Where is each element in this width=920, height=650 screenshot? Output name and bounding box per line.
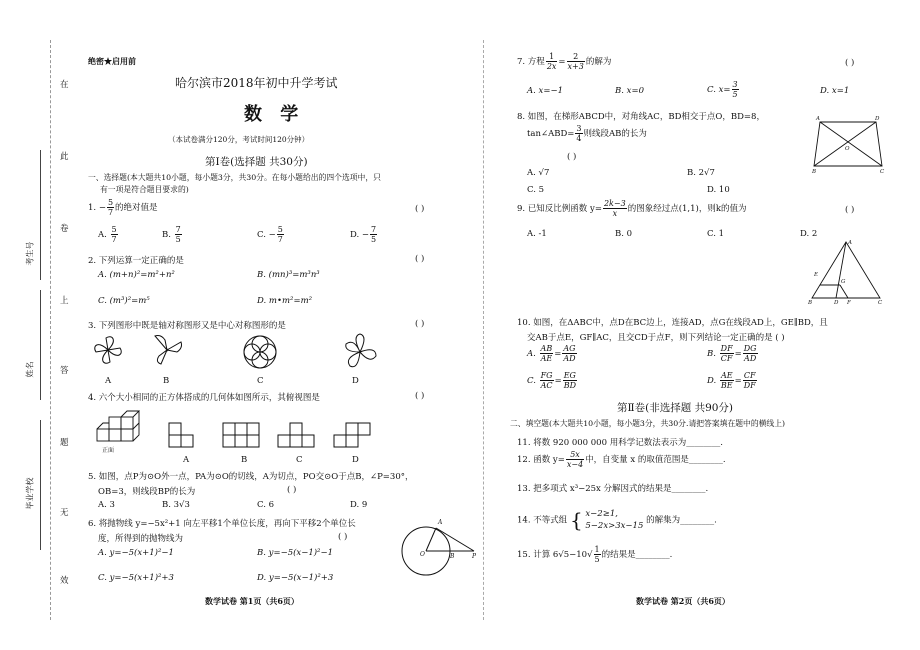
question-6-cont: 度，所得到的抛物线为: [98, 534, 184, 544]
figure-label: A: [183, 455, 190, 465]
question-11: 11. 将数 920 000 000 用科学记数法表示为________.: [517, 438, 723, 448]
exam-note: （本试卷满分120分，考试时间120分钟）: [168, 135, 310, 144]
option-c[interactable]: C. 1: [707, 229, 725, 239]
exam-title: 哈尔滨市2018年初中升学考试: [175, 76, 338, 90]
page-footer: 数学试卷 第1页（共6页）: [205, 596, 299, 606]
question-8: 8. 如图，在梯形ABCD中，对角线AC，BD相交于点O，BD=8，: [517, 112, 765, 122]
question-5-cont: OB=3，则线段BP的长为: [98, 487, 196, 497]
option-a[interactable]: A. $\frac{5}{7}$: [98, 225, 117, 244]
svg-text:O: O: [845, 146, 850, 152]
instruction: 有一项是符合题目要求的): [100, 185, 189, 194]
option-c[interactable]: C. y=−5(x+1)²+3: [98, 573, 174, 583]
option-b[interactable]: B. (mn)³=m³n³: [257, 270, 320, 280]
option-d[interactable]: D. − $\frac{7}{5}$: [350, 225, 377, 244]
svg-text:D: D: [834, 300, 839, 306]
option-d[interactable]: D. m•m²=m²: [257, 296, 313, 306]
option-c[interactable]: C. 5: [527, 185, 545, 195]
figure-circles: [238, 330, 282, 374]
option-c[interactable]: C. − $\frac{5}{7}$: [257, 225, 283, 244]
question-12: 12. 函数 y= $\frac{5x}{x-4}$ 中，自变量 x 的取值范围是________.: [517, 450, 726, 469]
option-d[interactable]: D. x=1: [820, 86, 850, 96]
svg-text:C: C: [880, 169, 885, 175]
answer-paren: ( ): [845, 58, 855, 68]
figure-label: D: [352, 376, 359, 386]
figure-label: D: [352, 455, 359, 465]
figure-circle-tangent: [396, 515, 478, 577]
question-15: 15. 计算 6√5−10√ $\frac{1}{5}$ 的结果是________.: [517, 545, 673, 564]
name-label: 姓名: [25, 361, 35, 378]
subject-title: 数 学: [244, 104, 305, 125]
figure-fan: [147, 330, 187, 370]
option-c[interactable]: C. x= $\frac{3}{5}$: [707, 80, 738, 99]
binding-char: 无: [60, 508, 69, 518]
option-c[interactable]: C. $\frac{FG}{AC}$ = $\frac{EG}{BD}$: [527, 371, 576, 390]
question-13: 13. 把多项式 x³−25x 分解因式的结果是________.: [517, 484, 709, 494]
svg-text:P: P: [472, 553, 477, 560]
part1-heading: 第Ⅰ卷(选择题 共30分): [205, 156, 308, 168]
svg-text:A: A: [438, 519, 443, 526]
instruction: 一、选择题(本大题共10小题，每小题3分，共30分。在每小题给出的四个选项中，只: [88, 173, 381, 182]
topview-b: [222, 422, 262, 452]
answer-paren: ( ): [845, 205, 855, 215]
option-a[interactable]: A. x=−1: [527, 86, 563, 96]
school-label: 毕业学校: [25, 477, 35, 510]
binding-char: 效: [60, 576, 69, 586]
question-2: 2. 下列运算一定正确的是: [88, 256, 184, 266]
question-1: 1. − $\frac{5}{7}$ 的绝对值是: [88, 198, 158, 217]
binding-char: 题: [60, 438, 69, 448]
question-4: 4. 六个大小相同的正方体搭成的几何体如图所示，其俯视图是: [88, 393, 320, 403]
exam-number-label: 考生号: [25, 241, 35, 266]
svg-text:B: B: [808, 300, 813, 306]
option-d[interactable]: D. $\frac{AE}{BE}$ = $\frac{CF}{DF}$: [707, 371, 756, 390]
answer-paren: ( ): [287, 485, 297, 495]
binding-char: 在: [60, 80, 69, 90]
svg-text:A: A: [848, 240, 852, 246]
question-8-cont: tan∠ABD= $\frac{3}{4}$ 则线段AB的长为: [527, 124, 647, 143]
figure-pinwheel: [88, 330, 128, 370]
question-5: 5. 如图，点P为⊙O外一点，PA为⊙O的切线，A为切点，PO交⊙O于点B，∠P=30°，: [88, 472, 414, 482]
figure-label: A: [105, 376, 112, 386]
question-text: 的绝对值是: [115, 203, 158, 213]
option-b[interactable]: B. 0: [615, 229, 633, 239]
option-c[interactable]: C. (m³)²=m⁵: [98, 296, 150, 306]
blank-line[interactable]: [40, 290, 41, 400]
part2-heading: 第Ⅱ卷(非选择题 共90分): [617, 402, 734, 414]
svg-text:F: F: [847, 300, 851, 306]
option-b[interactable]: B. y=−5(x−1)²−1: [257, 548, 333, 558]
question-10: 10. 如图，在ΔABC中，点D在BC边上，连接AD，点G在线段AD上，GE∥BD，且: [517, 318, 828, 328]
answer-paren: ( ): [415, 204, 425, 214]
answer-paren: ( ): [415, 254, 425, 264]
figure-label: C: [257, 376, 264, 386]
option-d[interactable]: D. 9: [350, 500, 368, 510]
option-a[interactable]: A. (m+n)²=m²+n²: [98, 270, 175, 280]
svg-text:B: B: [812, 169, 817, 175]
binding-char: 卷: [60, 224, 69, 234]
topview-d: [333, 422, 373, 452]
question-number: 1.: [88, 203, 97, 213]
answer-paren: ( ): [415, 319, 425, 329]
figure-trapezoid: [812, 112, 886, 174]
binding-char: 此: [60, 152, 69, 162]
option-a[interactable]: A. $\frac{AB}{AE}$ = $\frac{AG}{AD}$: [527, 344, 576, 363]
blank-line[interactable]: [40, 150, 41, 280]
option-a[interactable]: A. y=−5(x+1)²−1: [98, 548, 174, 558]
binding-char: 上: [60, 296, 69, 306]
option-d[interactable]: D. y=−5(x−1)²+3: [257, 573, 334, 583]
option-d[interactable]: D. 10: [707, 185, 730, 195]
option-a[interactable]: A. 3: [98, 500, 115, 510]
option-b[interactable]: B. 2√7: [687, 168, 715, 178]
answer-paren: ( ): [567, 152, 577, 162]
question-3: 3. 下列图形中既是轴对称图形又是中心对称图形的是: [88, 321, 286, 331]
svg-text:G: G: [841, 279, 846, 285]
instruction: 二、填空题(本大题共10小题，每小题3分，共30分.请把答案填在题中的横线上): [510, 419, 786, 428]
option-b[interactable]: B. 3√3: [162, 500, 190, 510]
figure-label: B: [163, 376, 170, 386]
figure-triangle: [808, 238, 884, 304]
figure-cubes: [95, 407, 147, 447]
option-a[interactable]: A. -1: [527, 229, 547, 239]
secret-mark: 绝密★启用前: [88, 56, 136, 66]
svg-text:D: D: [875, 116, 880, 122]
binding-char: 答: [60, 366, 69, 376]
option-a[interactable]: A. √7: [527, 168, 550, 178]
question-7: 7. 方程 $\frac{1}{2x}$ = $\frac{2}{x+3}$ 的解为: [517, 52, 612, 71]
svg-text:E: E: [814, 272, 819, 278]
figure-label: C: [296, 455, 303, 465]
option-b[interactable]: B. $\frac{DF}{CF}$ = $\frac{DG}{AD}$: [707, 344, 757, 363]
front-label: 正面: [102, 447, 115, 454]
topview-c: [277, 422, 317, 452]
blank-line[interactable]: [40, 420, 41, 550]
page-divider: [483, 40, 484, 620]
svg-text:A: A: [816, 116, 820, 122]
page-footer: 数学试卷 第2页（共6页）: [636, 596, 730, 606]
question-10-cont: 交AB于点E，GF∥AC，且交CD于点F，则下列结论一定正确的是 ( ): [527, 333, 785, 343]
option-b[interactable]: B. x=0: [615, 86, 644, 96]
svg-text:B: B: [450, 553, 455, 560]
option-c[interactable]: C. 6: [257, 500, 275, 510]
figure-flower: [338, 330, 382, 374]
option-b[interactable]: B. $\frac{7}{5}$: [162, 225, 181, 244]
question-9: 9. 已知反比例函数 y= $\frac{2k-3}{x}$ 的图象经过点(1,1)，则k的值为: [517, 199, 747, 218]
figure-label: B: [241, 455, 248, 465]
binding-line: [50, 40, 51, 620]
svg-text:C: C: [878, 300, 883, 306]
option-d[interactable]: D. 2: [800, 229, 818, 239]
answer-paren: ( ): [415, 391, 425, 401]
answer-paren: ( ): [338, 532, 348, 542]
topview-a: [168, 422, 198, 452]
question-14: 14. 不等式组 { x−2≥1, 5−2x>3x−15 的解集为________.: [517, 508, 717, 532]
question-6: 6. 将抛物线 y=−5x²+1 向左平移1个单位长度，再向下平移2个单位长: [88, 519, 356, 529]
svg-text:O: O: [420, 551, 425, 558]
